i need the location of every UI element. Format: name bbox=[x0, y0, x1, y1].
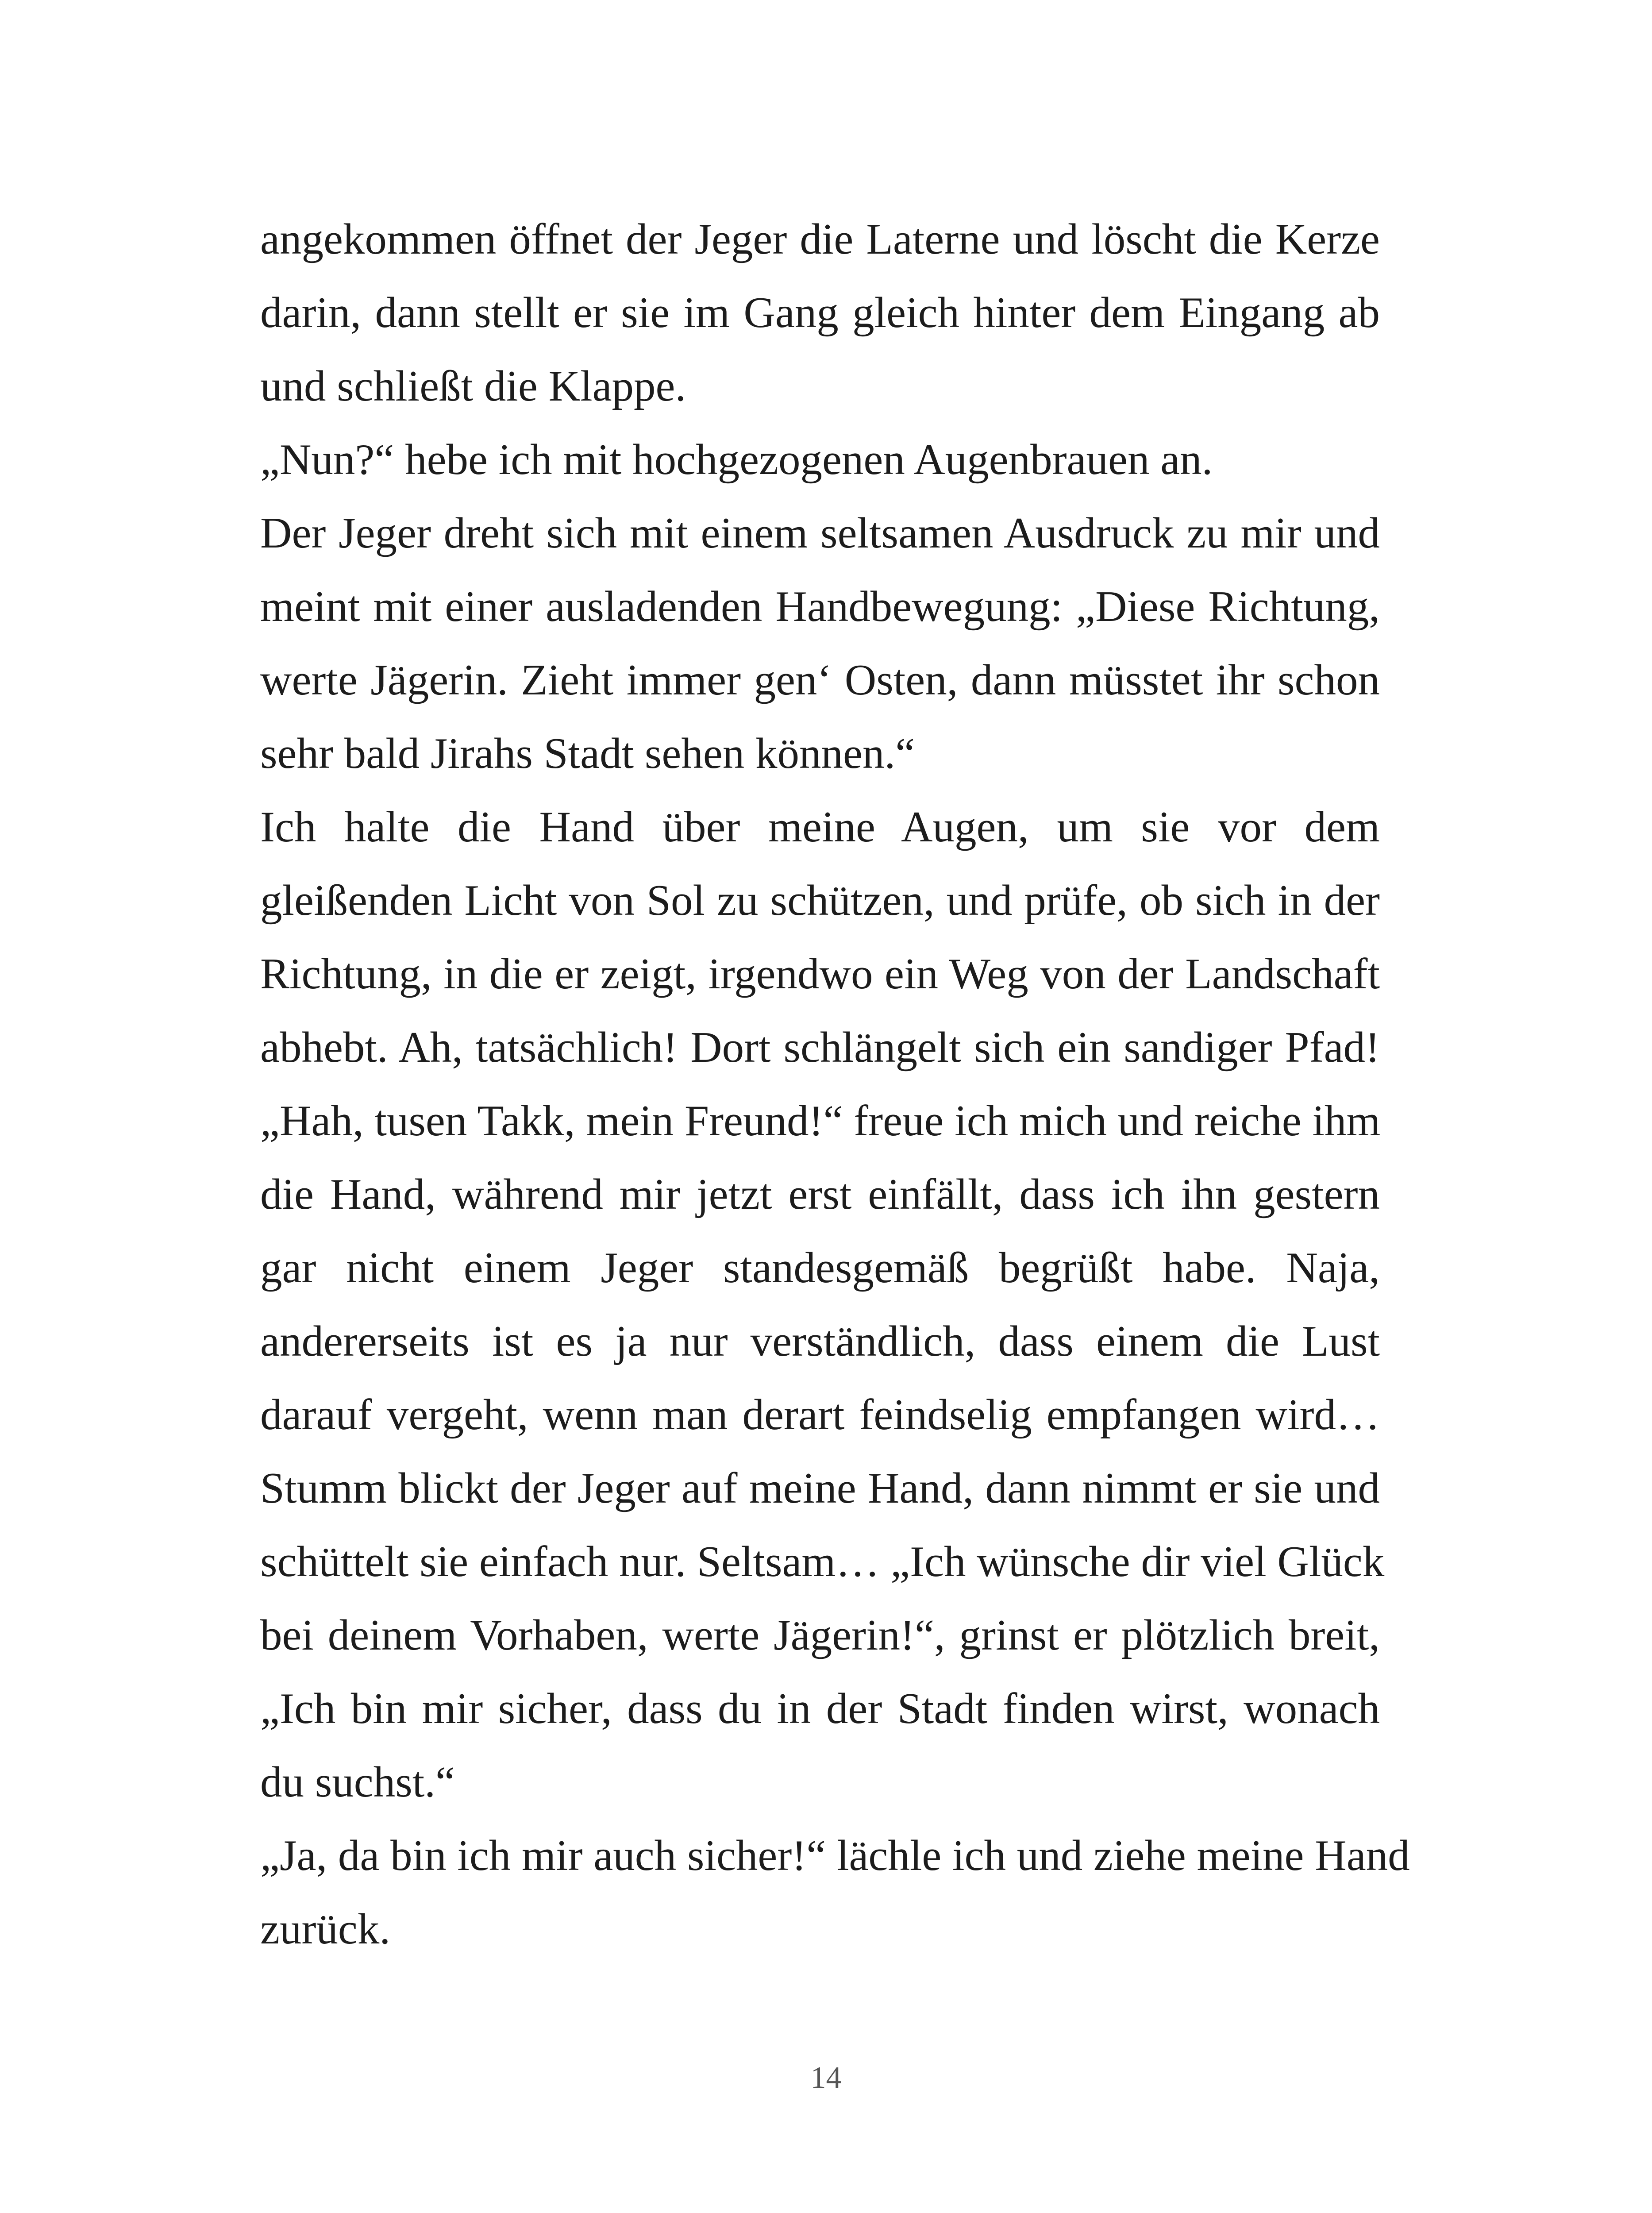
body-text bbox=[260, 203, 1410, 1966]
text-line: gar nicht einem Jeger standesgemäß begrüßt habe. Naja, bbox=[260, 1244, 1380, 1292]
text-line: „Ich bin mir sicher, dass du in der Stadt finden wirst, wonach bbox=[260, 1685, 1380, 1733]
text-line: abhebt. Ah, tatsächlich! Dort schlängelt sich ein sandiger Pfad! bbox=[260, 1023, 1380, 1072]
text-line: bei deinem Vorhaben, werte Jägerin!“, grinst er plötzlich breit, bbox=[260, 1611, 1380, 1659]
text-line: angekommen öffnet der Jeger die Laterne und löscht die Kerze bbox=[260, 215, 1380, 263]
text-line: die Hand, während mir jetzt erst einfällt, dass ich ihn gestern bbox=[260, 1170, 1380, 1218]
text-line: und schließt die Klappe. bbox=[260, 362, 686, 410]
text-line: Ich halte die Hand über meine Augen, um sie vor dem bbox=[260, 803, 1380, 851]
text-line: zurück. bbox=[260, 1905, 391, 1953]
text-line: andererseits ist es ja nur verständlich, dass einem die Lust bbox=[260, 1317, 1380, 1365]
text-line: schüttelt sie einfach nur. Seltsam… „Ich wünsche dir viel Glück bbox=[260, 1538, 1385, 1586]
text-line: gleißenden Licht von Sol zu schützen, und prüfe, ob sich in der bbox=[260, 876, 1380, 925]
text-line: sehr bald Jirahs Stadt sehen können.“ bbox=[260, 729, 915, 778]
text-line: „Ja, da bin ich mir auch sicher!“ lächle ich und ziehe meine Hand bbox=[260, 1831, 1410, 1880]
text-line: darin, dann stellt er sie im Gang gleich hinter dem Eingang ab bbox=[260, 289, 1380, 337]
text-line: „Hah, tusen Takk, mein Freund!“ freue ich mich und reiche ihm bbox=[260, 1097, 1381, 1145]
text-line: meint mit einer ausladenden Handbewegung: „Diese Richtung, bbox=[260, 582, 1380, 631]
text-line: du suchst.“ bbox=[260, 1758, 455, 1806]
text-line: werte Jägerin. Zieht immer gen‘ Osten, dann müsstet ihr schon bbox=[260, 656, 1380, 704]
text-line: „Nun?“ hebe ich mit hochgezogenen Augenbrauen an. bbox=[260, 436, 1213, 484]
text-line: Richtung, in die er zeigt, irgendwo ein Weg von der Landschaft bbox=[260, 950, 1380, 998]
text-line: Stumm blickt der Jeger auf meine Hand, dann nimmt er sie und bbox=[260, 1464, 1380, 1512]
text-line: Der Jeger dreht sich mit einem seltsamen Ausdruck zu mir und bbox=[260, 509, 1380, 557]
page-number: 14 bbox=[810, 2061, 842, 2095]
text-line: darauf vergeht, wenn man derart feindselig empfangen wird… bbox=[260, 1391, 1380, 1439]
